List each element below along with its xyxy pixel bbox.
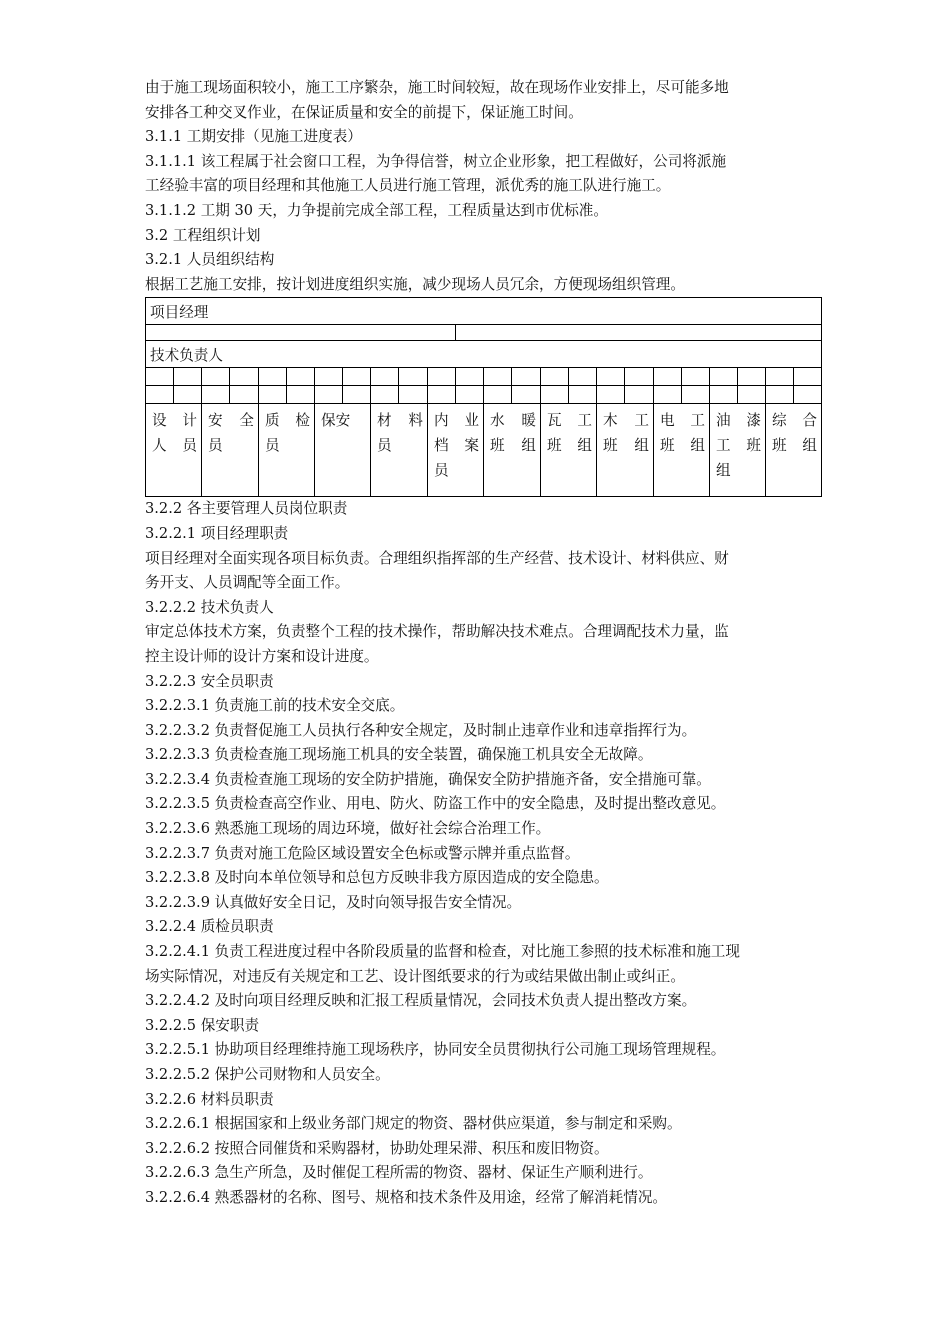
body-line: 3.2.2 各主要管理人员岗位职责 xyxy=(145,500,348,518)
body-line: 3.2.2.6 材料员职责 xyxy=(145,1090,274,1108)
intro-line-2: 安排各工种交叉作业，在保证质量和安全的前提下，保证施工时间。 xyxy=(145,103,583,121)
org-role-archives: 内 业 档 案 员 xyxy=(428,404,484,497)
body-line: 3.2.2.3.6 熟悉施工现场的周边环境，做好社会综合治理工作。 xyxy=(145,820,551,838)
org-chart-table xyxy=(145,297,822,497)
body-line: 3.2.2.6.1 根据国家和上级业务部门规定的物资、器材供应渠道，参与制定和采购。 xyxy=(145,1115,682,1133)
org-connector-right xyxy=(456,325,822,341)
org-role-tiling: 瓦 工 班组 xyxy=(541,404,597,497)
body-line: 3.2.2.5.2 保护公司财物和人员安全。 xyxy=(145,1066,390,1083)
body-line: 3.2.2.5 保安职责 xyxy=(145,1016,260,1034)
body-line: 3.2.2.3.7 负责对施工危险区域设置安全色标或警示牌并重点监督。 xyxy=(145,844,580,862)
intro-line-1: 由于施工现场面积较小，施工工序繁杂，施工时间较短，故在现场作业安排上，尽可能多地 xyxy=(145,79,729,96)
para-3-2-1: 根据工艺施工安排，按计划进度组织实施，减少现场人员冗余，方便现场组织管理。 xyxy=(145,275,685,293)
org-role-designer: 设 计 人员 xyxy=(146,404,202,497)
org-role-carpentry: 木 工 班组 xyxy=(597,404,654,497)
org-role-plumbing: 水 暖 班组 xyxy=(484,404,541,497)
body-line: 3.2.2.6.3 急生产所急，及时催促工程所需的物资、器材、保证生产顺利进行。 xyxy=(145,1164,653,1182)
org-connector-row-2 xyxy=(146,386,822,404)
org-connector-row xyxy=(146,368,822,386)
document-page xyxy=(145,76,817,1211)
body-line: 3.2.2.4 质检员职责 xyxy=(145,918,274,936)
body-line: 3.2.2.1 项目经理职责 xyxy=(145,524,289,542)
heading-3-2: 3.2 工程组织计划 xyxy=(145,226,261,244)
org-role-electrical: 电 工 班组 xyxy=(654,404,710,497)
org-role-safety: 安 全 员 xyxy=(202,404,259,497)
body-line: 3.2.2.3.8 及时向本单位领导和总包方反映非我方原因造成的安全隐患。 xyxy=(145,869,609,887)
body-line: 项目经理对全面实现各项目标负责。合理组织指挥部的生产经营、技术设计、材料供应、财 xyxy=(145,549,729,567)
heading-3-2-1: 3.2.1 人员组织结构 xyxy=(145,251,275,269)
para-3-1-1-1-line-2: 工经验丰富的项目经理和其他施工人员进行施工管理，派优秀的施工队进行施工。 xyxy=(145,177,671,195)
para-3-1-1-1-line-1: 3.1.1.1 该工程属于社会窗口工程，为争得信誉，树立企业形象，把工程做好，公司将派施 xyxy=(145,152,727,170)
body-line: 3.2.2.3.9 认真做好安全日记，及时向领导报告安全情况。 xyxy=(145,893,522,911)
body-line: 3.2.2.3.1 负责施工前的技术安全交底。 xyxy=(145,697,405,715)
body-line: 场实际情况，对违反有关规定和工艺、设计图纸要求的行为或结果做出制止或纠正。 xyxy=(145,967,685,985)
body-line: 3.2.2.4.1 负责工程进度过程中各阶段质量的监督和检查，对比施工参照的技术标准和施工现 xyxy=(145,943,740,961)
body-line: 审定总体技术方案，负责整个工程的技术操作，帮助解决技术难点。合理调配技术力量，监 xyxy=(145,623,729,641)
body-line: 3.2.2.3 安全员职责 xyxy=(145,672,274,690)
org-role-painting: 油 漆 工 班 组 xyxy=(710,404,766,497)
body-line: 3.2.2.6.4 熟悉器材的名称、图号、规格和技术条件及用途，经常了解消耗情况。 xyxy=(145,1188,668,1206)
org-role-quality: 质 检 员 xyxy=(259,404,315,497)
body-line: 控主设计师的设计方案和设计进度。 xyxy=(145,647,379,665)
body-line: 3.2.2.5.1 协助项目经理维持施工现场秩序，协同安全员贯彻执行公司施工现场管理规程。 xyxy=(145,1041,726,1059)
org-project-manager: 项目经理 xyxy=(146,298,822,325)
body-line: 3.2.2.3.3 负责检查施工现场施工机具的安全装置，确保施工机具安全无故障。 xyxy=(145,746,653,764)
body-line: 3.2.2.4.2 及时向项目经理反映和汇报工程质量情况，会同技术负责人提出整改方案。 xyxy=(145,992,697,1010)
para-3-1-1-2: 3.1.1.2 工期 30 天，力争提前完成全部工程，工程质量达到市优标准。 xyxy=(145,201,608,219)
org-role-security: 保安 xyxy=(315,404,371,497)
document-body xyxy=(145,497,817,1210)
body-line: 3.2.2.3.4 负责检查施工现场的安全防护措施，确保安全防护措施齐备，安全措施可靠。 xyxy=(145,770,711,788)
org-connector-left xyxy=(146,325,456,341)
body-line: 3.2.2.3.5 负责检查高空作业、用电、防火、防盗工作中的安全隐患，及时提出整改意见。 xyxy=(145,795,726,813)
org-technical-lead: 技术负责人 xyxy=(146,341,822,368)
body-line: 务开支、人员调配等全面工作。 xyxy=(145,574,350,592)
heading-3-1-1: 3.1.1 工期安排（见施工进度表） xyxy=(145,128,362,146)
org-role-general: 综 合 班组 xyxy=(766,404,822,497)
body-line: 3.2.2.3.2 负责督促施工人员执行各种安全规定，及时制止违章作业和违章指挥行为。 xyxy=(145,721,697,739)
org-role-materials: 材 料 员 xyxy=(371,404,428,497)
body-line: 3.2.2.2 技术负责人 xyxy=(145,598,274,616)
body-line: 3.2.2.6.2 按照合同催货和采购器材，协助处理呆滞、积压和废旧物资。 xyxy=(145,1139,609,1157)
